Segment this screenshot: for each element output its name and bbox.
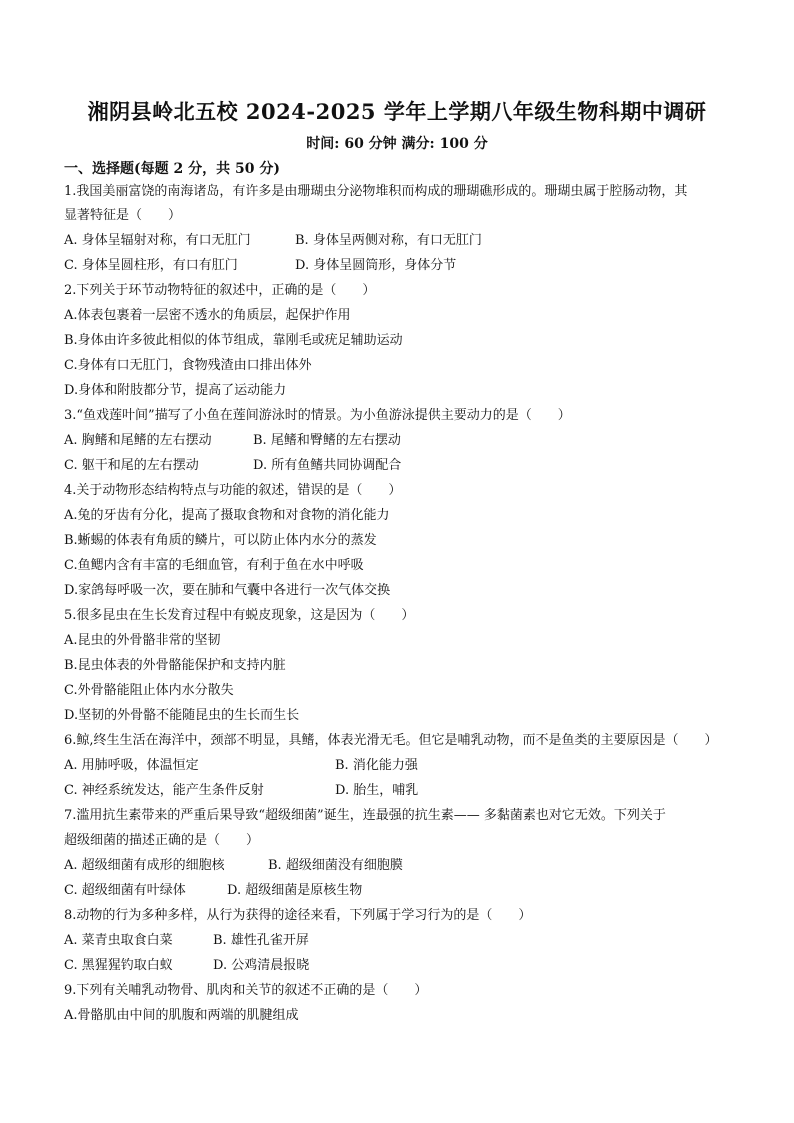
question-8-option-a: A. 菜青虫取食白菜 [64,933,173,948]
question-6-option-c: C. 神经系统发达，能产生条件反射 [64,783,264,798]
question-1-stem: 1.我国美丽富饶的南海诸岛，有许多是由珊瑚虫分泌物堆积而构成的珊瑚礁形成的。珊瑚虫属于腔肠动物，其 [64,184,688,199]
section-heading: 一、选择题(每题 2 分，共 50 分) [64,161,280,177]
question-8-option-d: D. 公鸡清晨报晓 [213,958,310,973]
question-1-stem: 显著特征是（ ） [64,208,182,223]
question-4-option-c: C.鱼鳃内含有丰富的毛细血管，有利于鱼在水中呼吸 [64,558,364,573]
question-2-option-c: C.身体有口无肛门，食物残渣由口排出体外 [64,358,312,373]
question-2-option-a: A.体表包裹着一层密不透水的角质层，起保护作用 [64,308,351,323]
question-5-stem: 5.很多昆虫在生长发育过程中有蜕皮现象，这是因为（ ） [64,608,415,623]
question-5-option-d: D.坚韧的外骨骼不能随昆虫的生长而生长 [64,708,300,723]
question-8-option-b: B. 雄性孔雀开屏 [213,933,309,948]
question-4-stem: 4.关于动物形态结构特点与功能的叙述，错误的是（ ） [64,483,402,498]
question-2-option-b: B.身体由许多彼此相似的体节组成，靠刚毛或疣足辅助运动 [64,333,403,348]
question-1-option-d: D. 身体呈圆筒形，身体分节 [295,258,457,273]
question-7-option-b: B. 超级细菌没有细胞膜 [268,858,403,873]
question-6-option-a: A. 用肺呼吸，体温恒定 [64,758,199,773]
question-5-option-a: A.昆虫的外骨骼非常的坚韧 [64,633,221,648]
question-3-option-c: C. 躯干和尾的左右摆动 [64,458,199,473]
exam-info: 时间: 60 分钟 满分: 100 分 [306,136,488,152]
page-title: 湘阴县岭北五校 2024-2025 学年上学期八年级生物科期中调研 [87,99,707,124]
question-1-option-c: C. 身体呈圆柱形，有口有肛门 [64,258,238,273]
question-3-option-d: D. 所有鱼鳍共同协调配合 [253,458,402,473]
question-3-option-b: B. 尾鳍和臀鳍的左右摆动 [253,433,401,448]
question-7-option-a: A. 超级细菌有成形的细胞核 [64,858,225,873]
question-7-option-c: C. 超级细菌有叶绿体 [64,883,186,898]
question-1-option-a: A. 身体呈辐射对称，有口无肛门 [64,233,251,248]
question-7-stem: 超级细菌的描述正确的是（ ） [64,833,260,848]
question-3-option-a: A. 胸鳍和尾鳍的左右摆动 [64,433,212,448]
question-9-option-a: A.骨骼肌由中间的肌腹和两端的肌腱组成 [64,1008,299,1023]
question-1-option-b: B. 身体呈两侧对称，有口无肛门 [295,233,482,248]
question-8-stem: 8.动物的行为多种多样，从行为获得的途径来看，下列属于学习行为的是（ ） [64,908,532,923]
question-4-option-d: D.家鸽每呼吸一次，要在肺和气囊中各进行一次气体交换 [64,583,391,598]
question-4-option-b: B.蜥蜴的体表有角质的鳞片，可以防止体内水分的蒸发 [64,533,377,548]
question-6-stem: 6.鲸,终生生活在海洋中，颈部不明显，具鳍，体表光滑无毛。但它是哺乳动物，而不是鱼类的主要原因是（ ） [64,733,718,748]
question-6-option-d: D. 胎生，哺乳 [335,783,419,798]
question-4-option-a: A.兔的牙齿有分化，提高了摄取食物和对食物的消化能力 [64,508,390,523]
question-7-option-d: D. 超级细菌是原核生物 [227,883,363,898]
question-3-stem: 3.“鱼戏莲叶间”描写了小鱼在莲间游泳时的情景。为小鱼游泳提供主要动力的是（ ） [64,408,571,423]
question-9-stem: 9.下列有关哺乳动物骨、肌肉和关节的叙述不正确的是（ ） [64,983,428,998]
question-2-option-d: D.身体和附肢都分节，提高了运动能力 [64,383,287,398]
question-5-option-c: C.外骨骼能阻止体内水分散失 [64,683,234,698]
question-5-option-b: B.昆虫体表的外骨骼能保护和支持内脏 [64,658,286,673]
question-2-stem: 2.下列关于环节动物特征的叙述中，正确的是（ ） [64,283,376,298]
question-6-option-b: B. 消化能力强 [335,758,418,773]
question-8-option-c: C. 黑猩猩钓取白蚁 [64,958,173,973]
question-7-stem: 7.滥用抗生素带来的严重后果导致“超级细菌”诞生，连最强的抗生素—— 多黏菌素也对它无效。下列关于 [64,808,666,823]
